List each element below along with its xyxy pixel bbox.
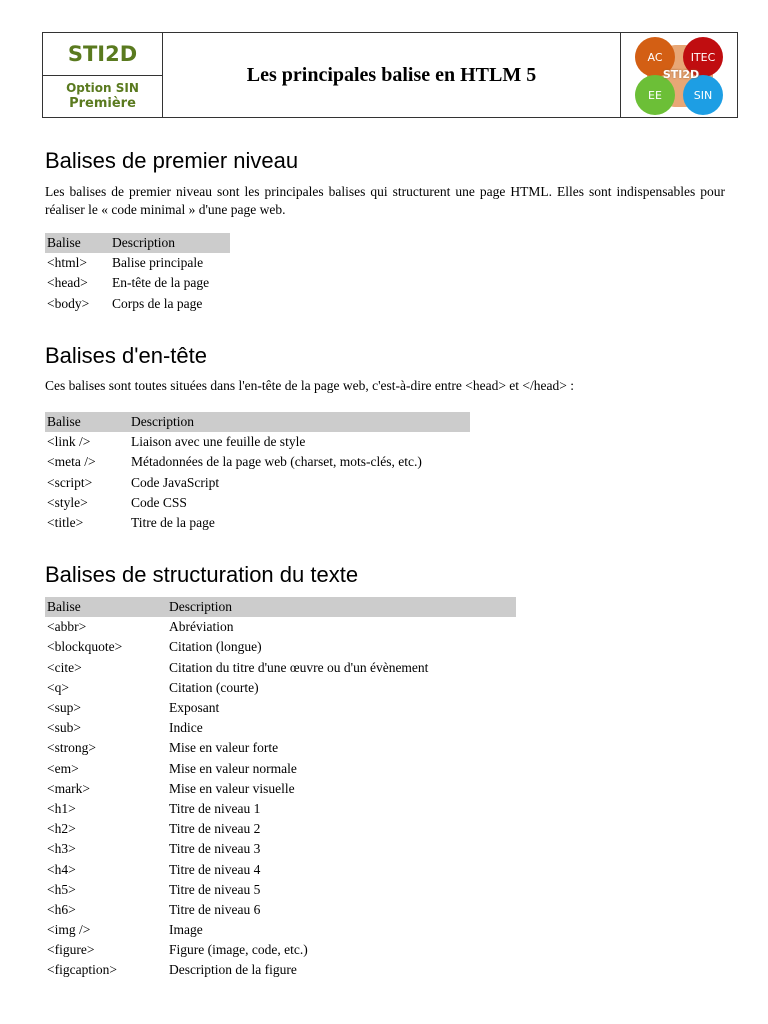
description-cell: Balise principale: [112, 255, 204, 271]
tag-cell: <abbr>: [47, 619, 87, 635]
tag-cell: <blockquote>: [47, 639, 123, 655]
tag-cell: <q>: [47, 679, 69, 695]
table-row: [45, 940, 516, 960]
header-left-block: [43, 33, 163, 117]
tag-cell: <link />: [47, 434, 91, 450]
table-row: [45, 759, 516, 779]
sti2d-logo: [620, 33, 737, 117]
column-header-description: Description: [131, 414, 194, 430]
tag-cell: <body>: [47, 295, 90, 311]
course-option: [43, 76, 162, 117]
option-label: Option SIN: [66, 80, 139, 95]
table-row: [45, 432, 470, 452]
description-cell: Titre de niveau 4: [169, 861, 261, 877]
table-row: [45, 738, 516, 758]
description-cell: Titre de niveau 1: [169, 800, 261, 816]
table-row: [45, 294, 230, 314]
section1-paragraph: Les balises de premier niveau sont les principales balises qui structurent une page HTML. Elles sont indispensables pour réaliser le « code minimal » d'une page web.: [45, 184, 725, 217]
table-row: [45, 859, 516, 879]
tag-cell: <h5>: [47, 881, 76, 897]
description-cell: Titre de niveau 2: [169, 821, 261, 837]
course-label: STI2D: [43, 33, 162, 76]
tag-cell: <h4>: [47, 861, 76, 877]
table-header-row: [45, 412, 470, 432]
description-cell: Corps de la page: [112, 295, 203, 311]
description-cell: Figure (image, code, etc.): [169, 942, 308, 958]
table-row: [45, 513, 470, 533]
section3-table: [45, 597, 516, 981]
description-cell: Citation (longue): [169, 639, 262, 655]
description-cell: Liaison avec une feuille de style: [131, 434, 306, 450]
table-row: [45, 718, 516, 738]
tag-cell: <img />: [47, 922, 91, 938]
table-row: [45, 452, 470, 472]
tag-cell: <h1>: [47, 800, 76, 816]
description-cell: Titre de niveau 3: [169, 841, 261, 857]
description-cell: Titre de niveau 5: [169, 881, 261, 897]
description-cell: Description de la figure: [169, 962, 297, 978]
column-header-balise: Balise: [47, 599, 81, 615]
section2-heading: Balises d'en-tête: [45, 343, 207, 368]
tag-cell: <figure>: [47, 942, 95, 958]
description-cell: Citation (courte): [169, 679, 259, 695]
description-cell: En-tête de la page: [112, 275, 210, 291]
description-cell: Titre de la page: [131, 515, 215, 531]
section1-table: [45, 233, 230, 314]
tag-cell: <cite>: [47, 659, 82, 675]
table-row: [45, 880, 516, 900]
description-cell: Exposant: [169, 700, 220, 716]
table-row: [45, 253, 230, 273]
table-row: [45, 819, 516, 839]
tag-cell: <h3>: [47, 841, 76, 857]
logo-center-text: STI2D: [662, 68, 700, 81]
tag-cell: <html>: [47, 255, 87, 271]
column-header-description: Description: [169, 599, 232, 615]
table-row: [45, 920, 516, 940]
tag-cell: <figcaption>: [47, 962, 117, 978]
logo-ac-circle: AC: [635, 37, 675, 77]
tag-cell: <meta />: [47, 454, 96, 470]
description-cell: Mise en valeur visuelle: [169, 780, 295, 796]
tag-cell: <script>: [47, 474, 93, 490]
tag-cell: <h6>: [47, 901, 76, 917]
description-cell: Image: [169, 922, 203, 938]
column-header-description: Description: [112, 235, 175, 251]
tag-cell: <h2>: [47, 821, 76, 837]
table-header-row: [45, 233, 230, 253]
table-row: [45, 960, 516, 980]
logo-sin-circle: SIN: [683, 75, 723, 115]
table-row: [45, 779, 516, 799]
table-row: [45, 900, 516, 920]
table-row: [45, 839, 516, 859]
description-cell: Titre de niveau 6: [169, 901, 261, 917]
tag-cell: <style>: [47, 494, 88, 510]
description-cell: Code JavaScript: [131, 474, 220, 490]
tag-cell: <strong>: [47, 740, 96, 756]
section2-table: [45, 412, 470, 533]
table-row: [45, 799, 516, 819]
description-cell: Mise en valeur normale: [169, 760, 297, 776]
table-header-row: [45, 597, 516, 617]
column-header-balise: Balise: [47, 414, 81, 430]
tag-cell: <em>: [47, 760, 79, 776]
table-row: [45, 617, 516, 637]
document-header: [42, 32, 738, 118]
section1-heading: Balises de premier niveau: [45, 148, 299, 173]
description-cell: Abréviation: [169, 619, 234, 635]
description-cell: Citation du titre d'une œuvre ou d'un évènement: [169, 659, 429, 675]
column-header-balise: Balise: [47, 235, 81, 251]
table-row: [45, 493, 470, 513]
description-cell: Métadonnées de la page web (charset, mots-clés, etc.): [131, 454, 422, 470]
tag-cell: <title>: [47, 515, 84, 531]
description-cell: Code CSS: [131, 494, 187, 510]
tag-cell: <head>: [47, 275, 88, 291]
tag-cell: <sup>: [47, 700, 81, 716]
description-cell: Indice: [169, 720, 203, 736]
description-cell: Mise en valeur forte: [169, 740, 279, 756]
level-label: Première: [69, 95, 136, 111]
tag-cell: <sub>: [47, 720, 81, 736]
logo-itec-circle: ITEC: [683, 37, 723, 77]
document-title: Les principales balise en HTLM 5: [246, 63, 537, 86]
table-row: [45, 698, 516, 718]
tag-cell: <mark>: [47, 780, 90, 796]
table-row: [45, 273, 230, 293]
table-row: [45, 678, 516, 698]
table-row: [45, 658, 516, 678]
table-row: [45, 473, 470, 493]
section3-heading: Balises de structuration du texte: [45, 562, 359, 587]
section2-paragraph: Ces balises sont toutes situées dans l'en-tête de la page web, c'est-à-dire entre <head> et </head> :: [45, 378, 575, 393]
table-row: [45, 637, 516, 657]
logo-ee-circle: EE: [635, 75, 675, 115]
